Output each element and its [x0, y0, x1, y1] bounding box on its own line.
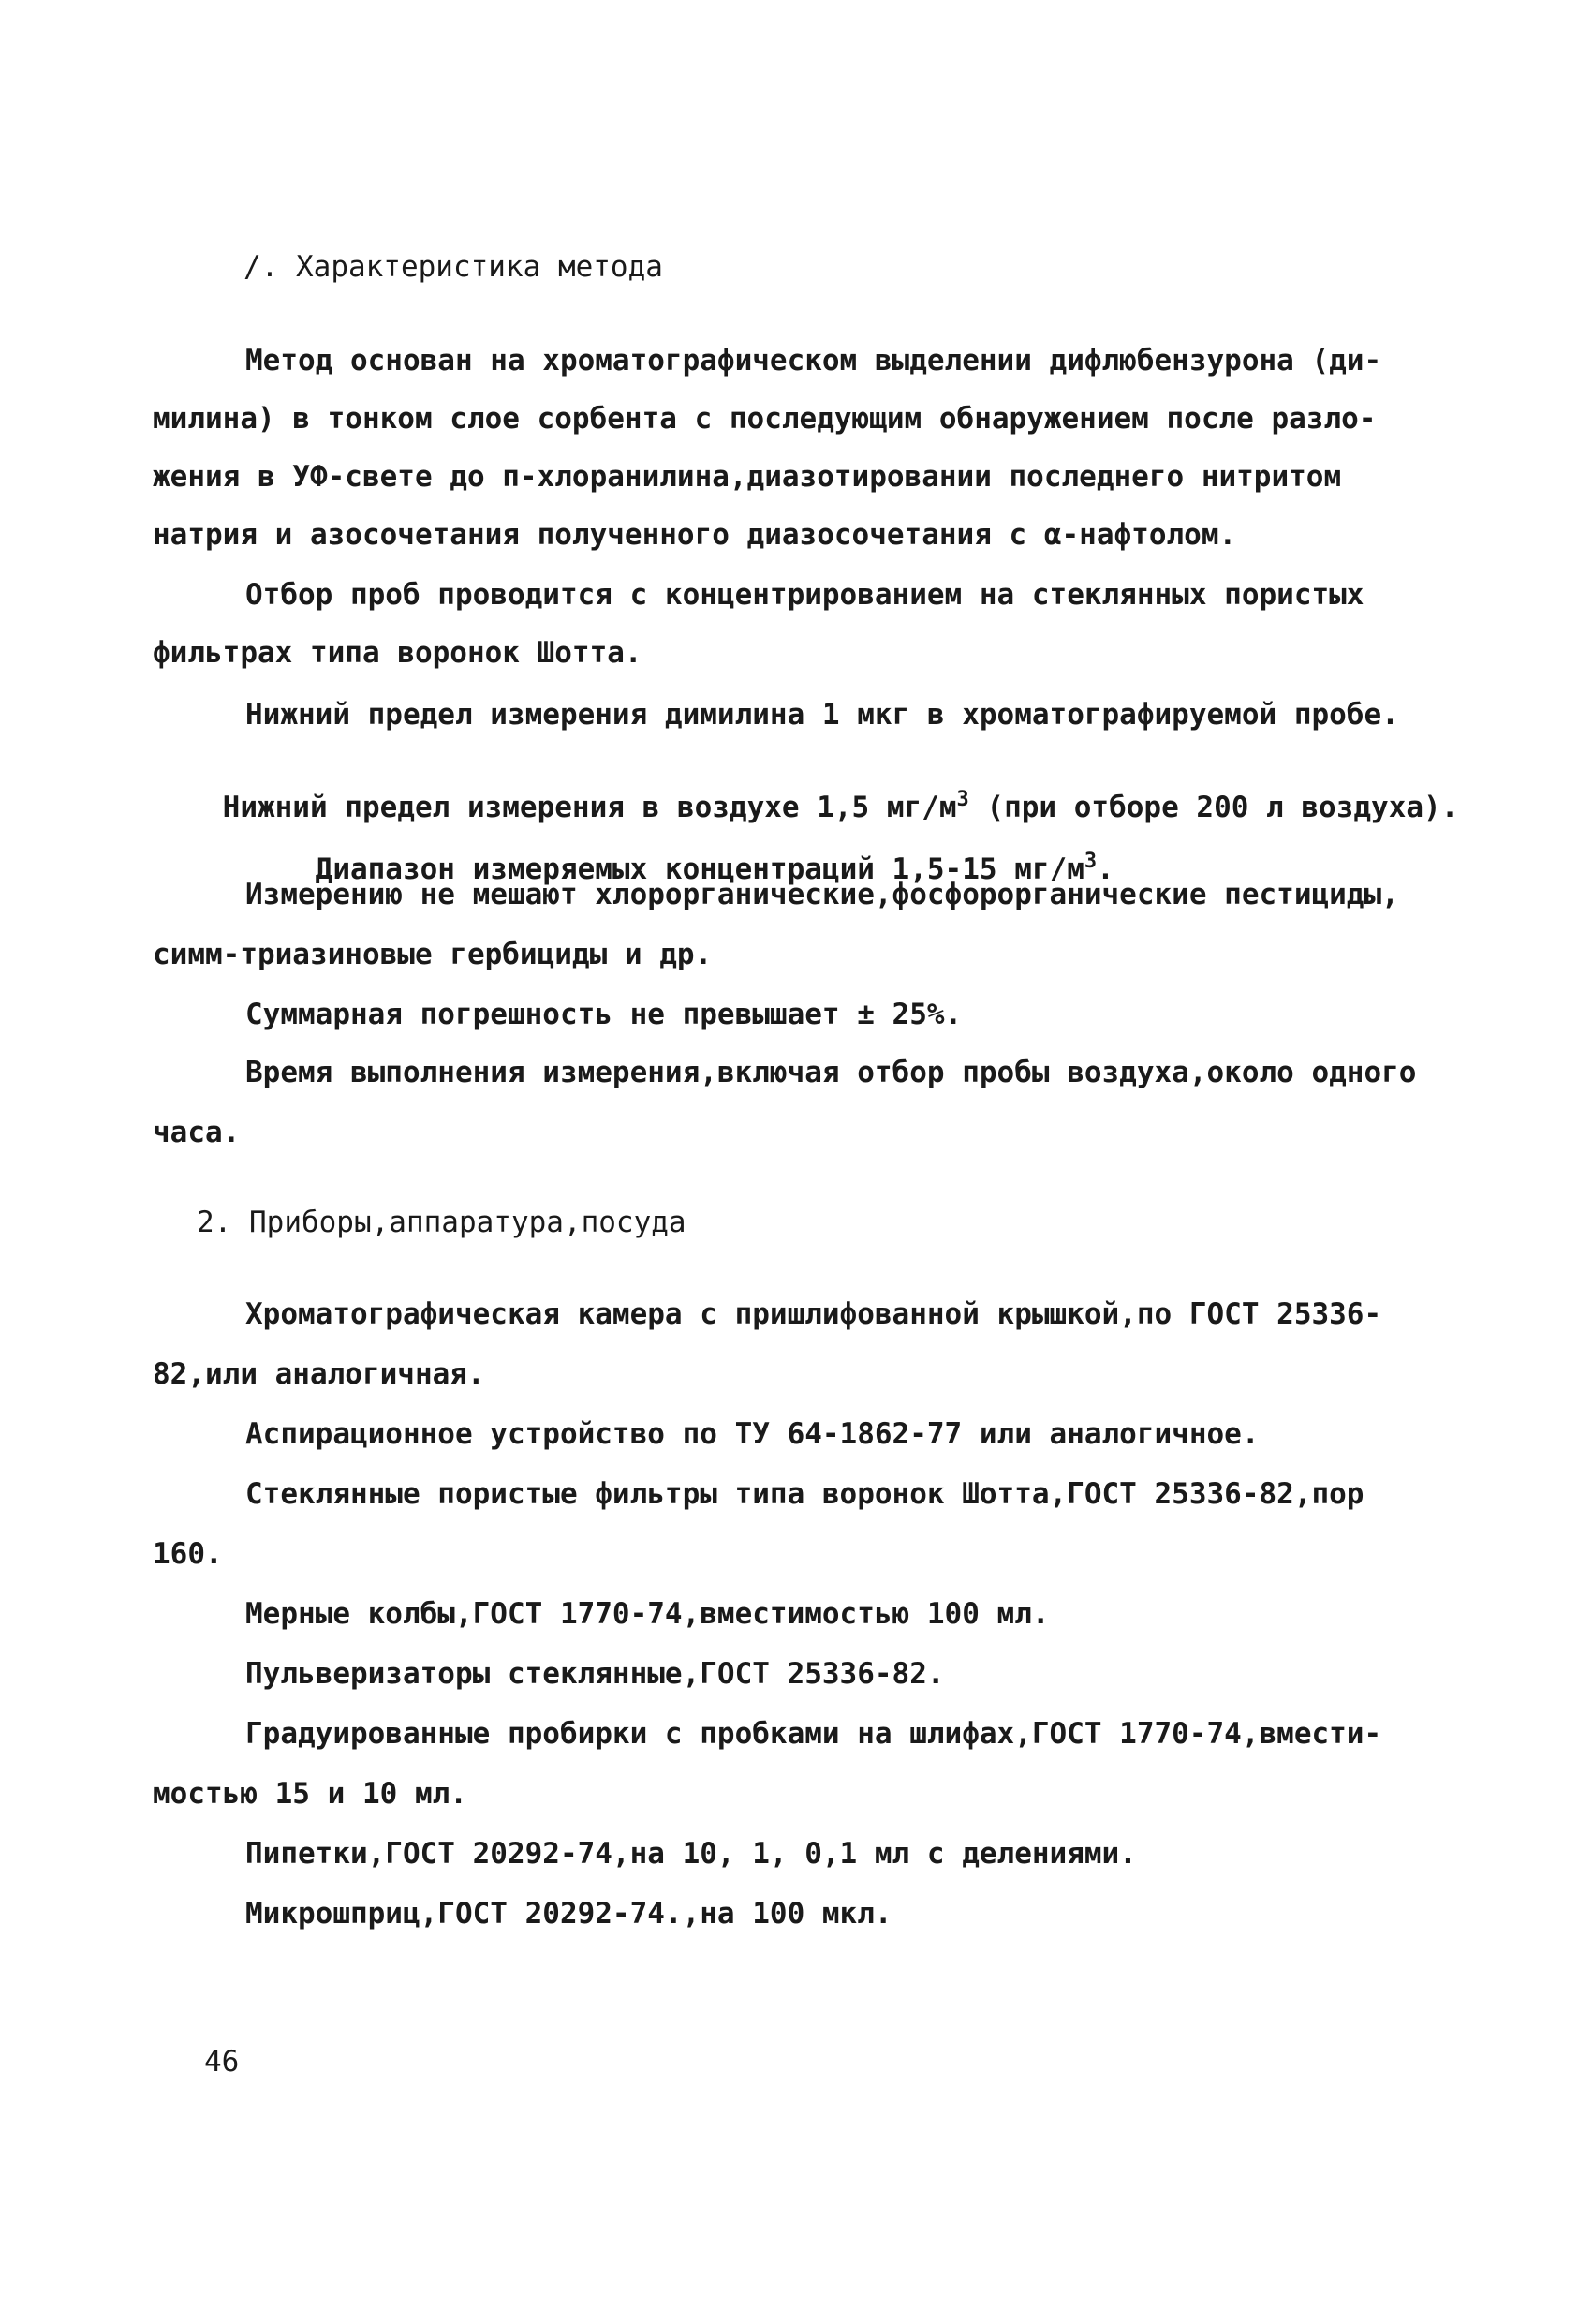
lower-limit-air-text: Нижний предел измерения в воздухе 1,5 мг/м — [222, 791, 957, 824]
equipment-line-7: Пульверизаторы стеклянные,ГОСТ 25336-82. — [245, 1657, 945, 1691]
paragraph-interference-line-2: симм-триазиновые гербициды и др. — [153, 938, 713, 971]
page-number: 46 — [204, 2045, 240, 2079]
section-1-heading: /. Характеристика метода — [243, 250, 663, 284]
paragraph-sampling-line-1: Отбор проб проводится с концентрированием на стеклянных пористых — [245, 578, 1364, 612]
paragraph-error: Суммарная погрешность не превышает ± 25%. — [245, 998, 963, 1031]
equipment-line-5: 160. — [153, 1537, 223, 1571]
cubic-superscript: 3 — [1084, 850, 1098, 873]
paragraph-sampling-line-2: фильтрах типа воронок Шотта. — [153, 636, 642, 670]
equipment-line-3: Аспирационное устройство по ТУ 64-1862-77 или аналогичное. — [245, 1417, 1260, 1451]
equipment-line-9: мостью 15 и 10 мл. — [153, 1777, 467, 1811]
paragraph-method-line-1: Метод основан на хроматографическом выделении дифлюбензурона (ди- — [245, 344, 1382, 377]
equipment-line-4: Стеклянные пористые фильтры типа воронок Шотта,ГОСТ 25336-82,пор — [245, 1477, 1364, 1511]
paragraph-method-line-4: натрия и азосочетания полученного диазосочетания с α-нафтолом. — [153, 518, 1237, 552]
paragraph-method-line-2: милина) в тонком слое сорбента с последующим обнаружением после разло- — [153, 402, 1377, 436]
paragraph-method-line-3: жения в УФ-свете до п-хлоранилина,диазотировании последнего нитритом — [153, 460, 1342, 494]
equipment-line-8: Градуированные пробирки с пробками на шлифах,ГОСТ 1770-74,вмести- — [245, 1717, 1382, 1751]
equipment-line-11: Микрошприц,ГОСТ 20292-74.,на 100 мкл. — [245, 1897, 892, 1931]
equipment-line-1: Хроматографическая камера с пришлифованной крышкой,по ГОСТ 25336- — [245, 1297, 1382, 1331]
paragraph-duration-line-2: часа. — [153, 1116, 241, 1149]
paragraph-lower-limit-sample: Нижний предел измерения димилина 1 мкг в хроматографируемой пробе. — [245, 698, 1399, 732]
equipment-line-2: 82,или аналогичная. — [153, 1357, 485, 1391]
section-2-heading: 2. Приборы,аппаратура,посуда — [197, 1206, 686, 1239]
range-text: Диапазон измеряемых концентраций 1,5-15 мг/м — [315, 852, 1084, 886]
range-text-end: . — [1097, 852, 1114, 886]
equipment-line-6: Мерные колбы,ГОСТ 1770-74,вместимостью 100 мл. — [245, 1597, 1050, 1631]
paragraph-duration-line-1: Время выполнения измерения,включая отбор пробы воздуха,около одного — [245, 1056, 1417, 1089]
paragraph-interference-line-1: Измерению не мешают хлорорганические,фосфорорганические пестициды, — [245, 878, 1399, 911]
cubic-superscript: 3 — [956, 788, 969, 811]
lower-limit-air-text-end: (при отборе 200 л воздуха). — [968, 791, 1459, 824]
equipment-line-10: Пипетки,ГОСТ 20292-74,на 10, 1, 0,1 мл с делениями. — [245, 1837, 1137, 1871]
